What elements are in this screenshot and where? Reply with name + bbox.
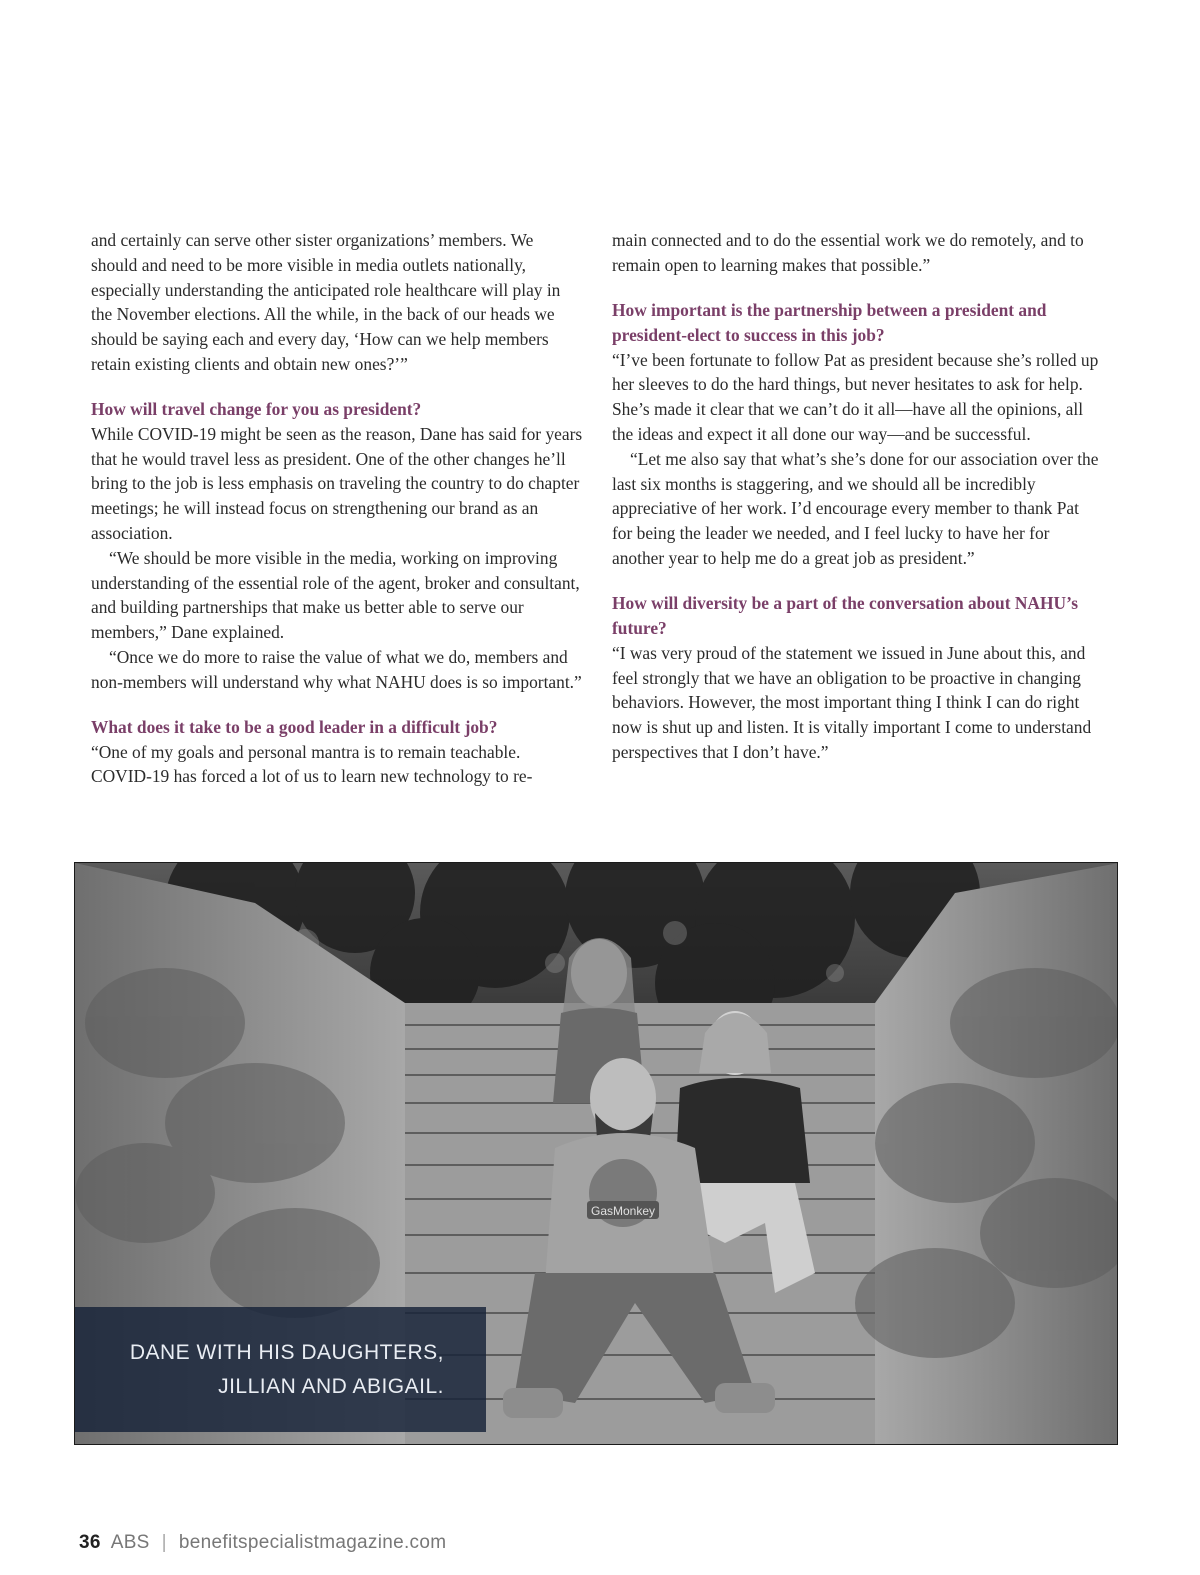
body-paragraph: and certainly can serve other sister organizations’ members. We should and need to be more visible in media outlets nationally, especially understanding the anticipated role healthcare will play in the November elections. All the while, in the back of our heads we should be saying each and every day, ‘How can we help members retain existing clients and obtain new ones?’”: [91, 230, 561, 374]
body-paragraph: “I was very proud of the statement we issued in June about this, and feel strongly that we have an obligation to be proactive in changing behaviors. However, the most important thing I think I can do right now is shut up and listen. It is vitally important I come to understand perspectives that I don’t have.”: [612, 642, 1092, 762]
question-heading: How will diversity be a part of the conversation about NAHU’s future?: [612, 592, 1078, 638]
question-heading: How important is the partnership between a president and president-elect to success in this job?: [612, 299, 1047, 345]
left-column: [91, 228, 583, 789]
footer-separator: |: [161, 1532, 167, 1553]
caption-line: JILLIAN AND ABIGAIL.: [218, 1375, 444, 1398]
body-paragraph: “One of my goals and personal mantra is to remain teachable. COVID-19 has forced a lot of us to learn new technology to re-: [91, 741, 533, 787]
body-paragraph: “I’ve been fortunate to follow Pat as president because she’s rolled up her sleeves to do the hard things, but never hesitates to ask for help. She’s made it clear that we can’t do it all—have all the opinions, all the ideas and expect it all done our way—and be successful.: [612, 349, 1099, 444]
publication-name: ABS: [110, 1532, 150, 1553]
body-paragraph: “We should be more visible in the media, working on improving understanding of the essential role of the agent, broker and consultant, and building partnerships that make us better able to serve our members,” Dane explained.: [91, 547, 580, 643]
photo-caption: [75, 1307, 486, 1432]
question-heading: What does it take to be a good leader in a difficult job?: [91, 716, 498, 737]
question-heading: How will travel change for you as president?: [91, 398, 422, 419]
page-number: 36: [79, 1532, 101, 1553]
body-paragraph: main connected and to do the essential work we do remotely, and to remain open to learning makes that possible.”: [612, 230, 1084, 275]
caption-line: DANE WITH HIS DAUGHTERS,: [129, 1341, 444, 1364]
body-paragraph: “Let me also say that what’s she’s done for our association over the last six months is staggering, and we should all be incredibly appreciative of her work. I’d encourage every member to thank Pat for being the leader we needed, and I feel lucky to have her for another year to help me do a great job as president.”: [612, 448, 1099, 568]
family-photo: [74, 862, 1118, 1445]
shirt-logo-text: GasMonkey: [590, 1204, 656, 1218]
body-paragraph: “Once we do more to raise the value of what we do, members and non-members will understand why what NAHU does is so important.”: [91, 646, 582, 692]
page-footer: [79, 1532, 446, 1554]
right-column: [612, 228, 1102, 765]
body-paragraph: While COVID-19 might be seen as the reason, Dane has said for years that he would travel less as president. One of the other changes he’ll bring to the job is less emphasis on traveling the country to do chapter meetings; he will instead focus on strengthening our brand as an association.: [91, 423, 583, 543]
website-link[interactable]: benefitspecialistmagazine.com: [178, 1532, 447, 1553]
